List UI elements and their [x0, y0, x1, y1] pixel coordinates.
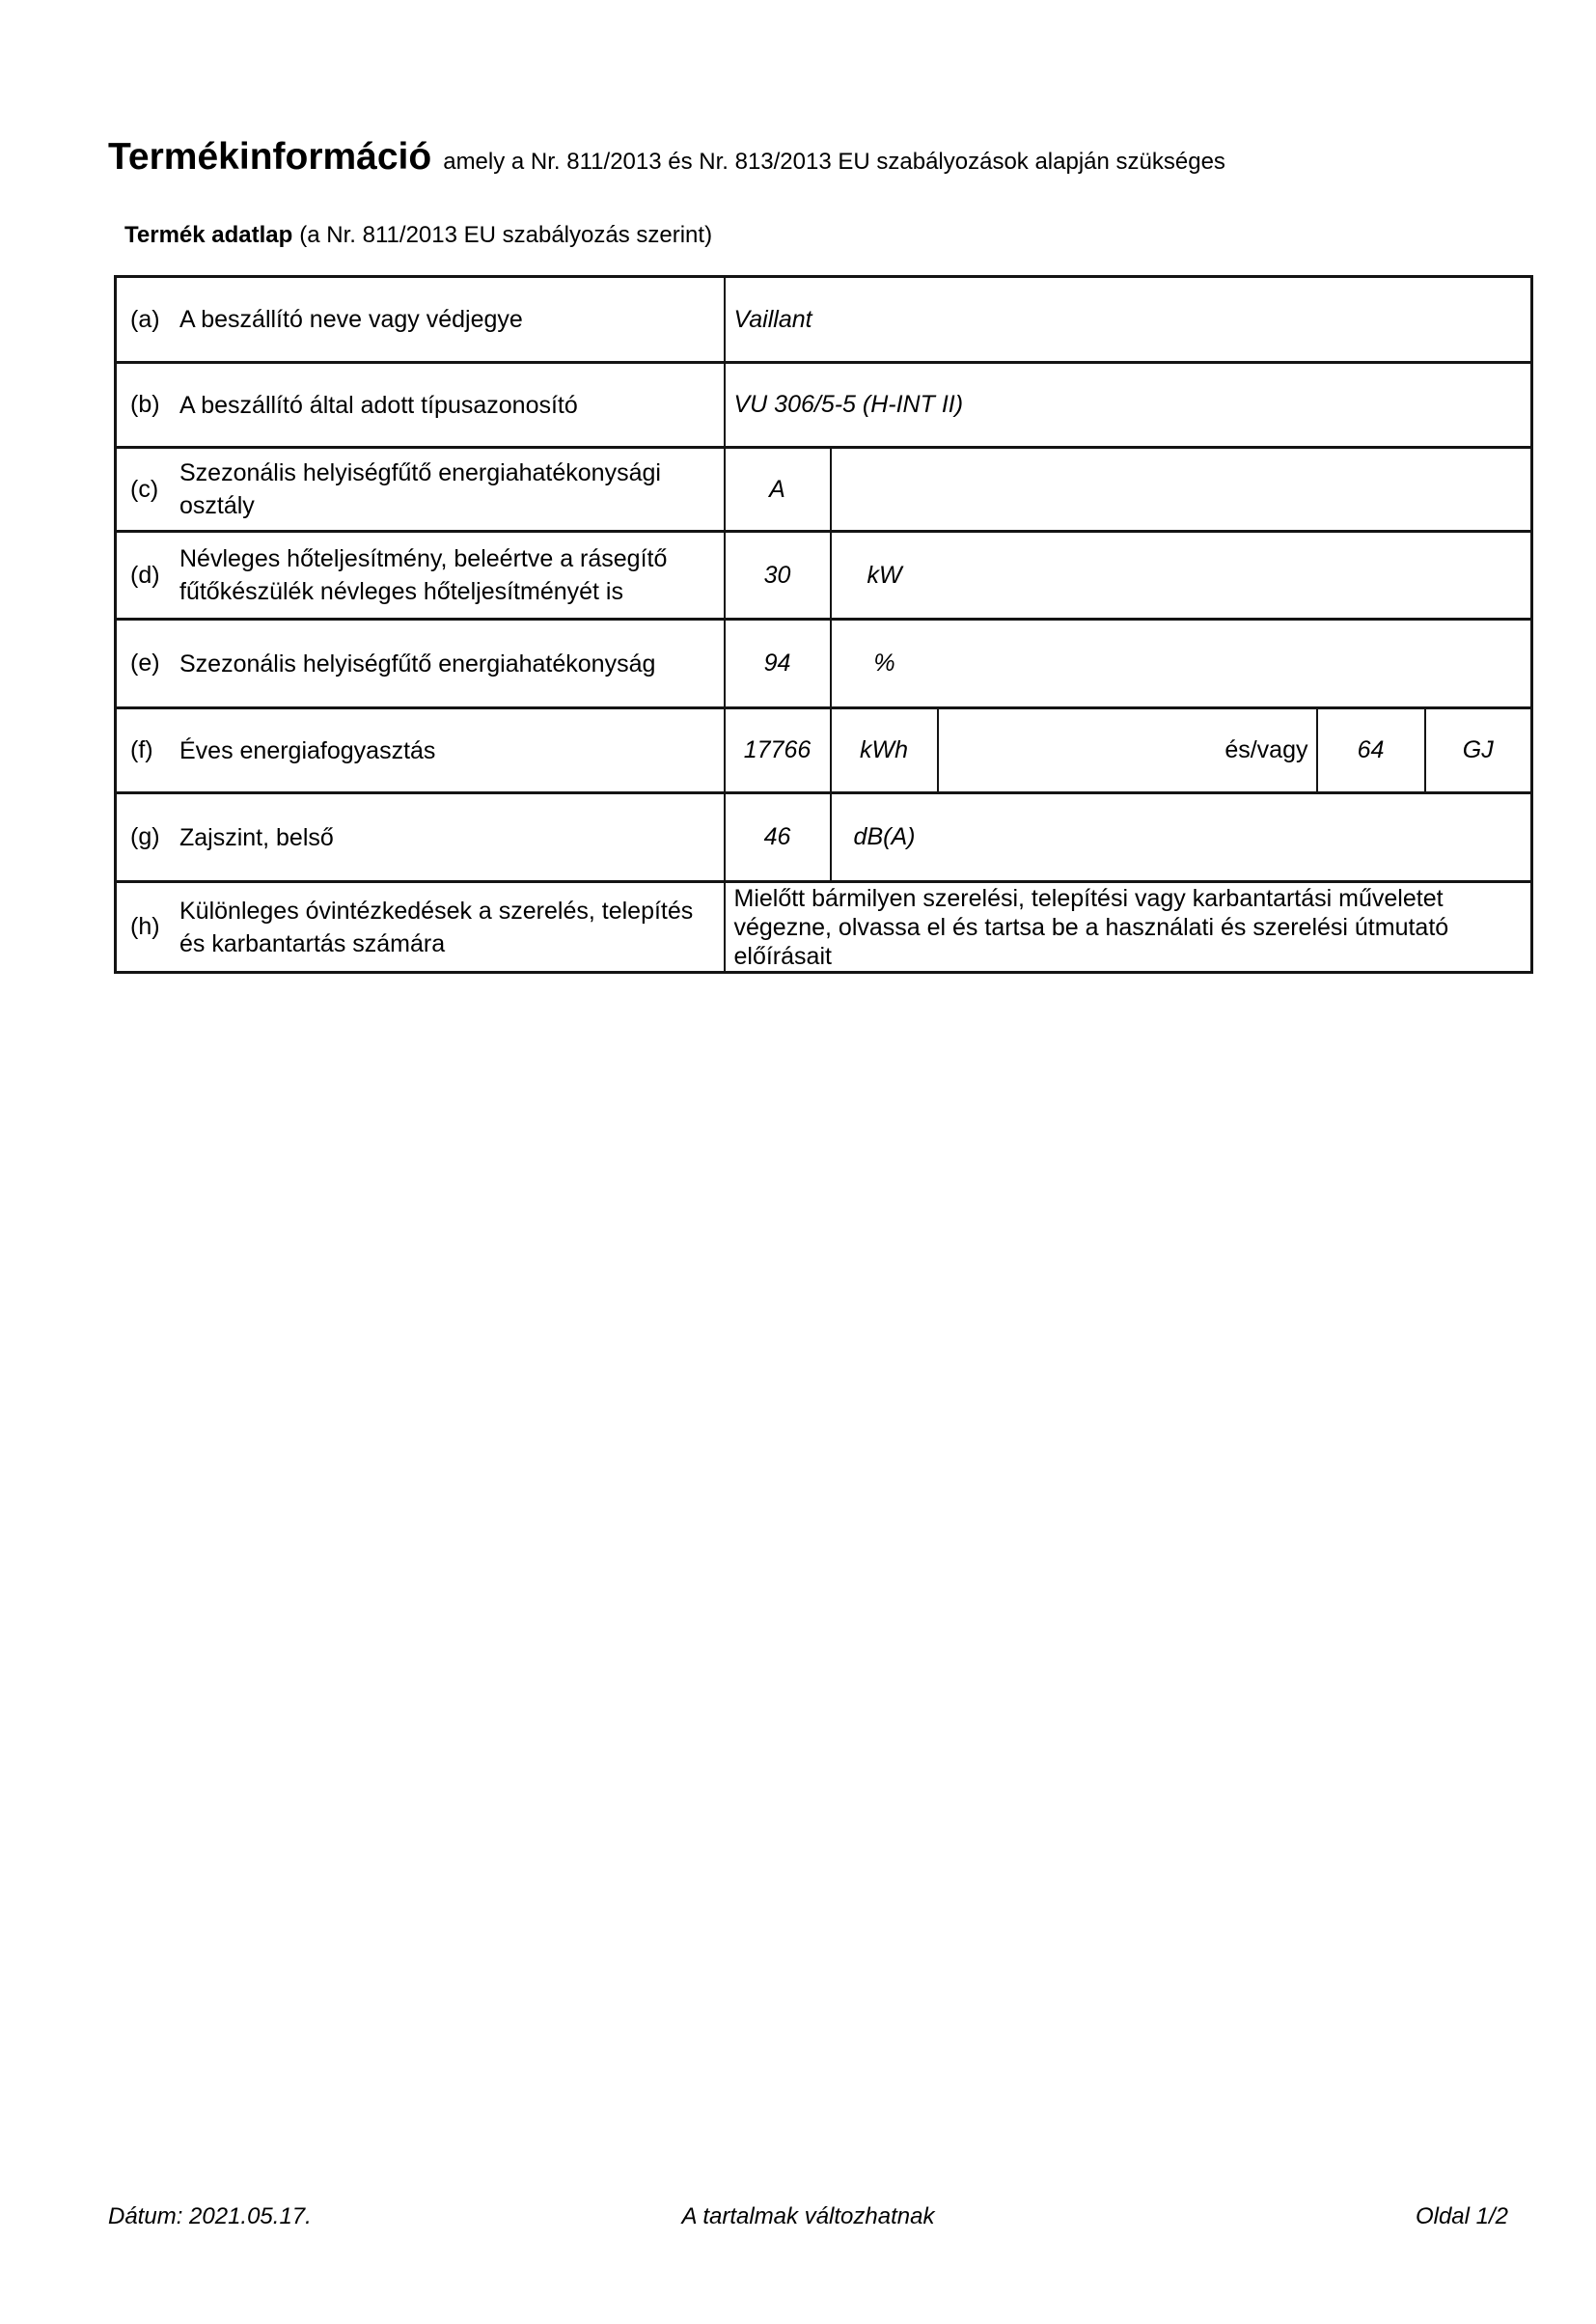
footer-note: A tartalmak változhatnak: [681, 2203, 935, 2229]
row-h-value: Mielőtt bármilyen szerelési, telepítési vagy karbantartási műveletet végezne, olvassa el és tartsa be a használati és szerelési útmutató előírásait: [733, 884, 1449, 970]
row-f-label-cell: [116, 708, 725, 793]
row-c-label-cell: [116, 448, 725, 532]
row-a-label: A beszállító neve vagy védjegye: [179, 306, 523, 333]
subtitle-note: (a Nr. 811/2013 EU szabályozás szerint): [299, 222, 713, 248]
table-row-h: [116, 882, 1532, 973]
row-h-key: (h): [130, 913, 160, 940]
row-f-connector: és/vagy: [938, 708, 1317, 793]
row-e-label-cell: [116, 620, 725, 708]
row-f-unit-kwh: kWh: [831, 708, 938, 793]
row-e-key: (e): [130, 650, 160, 677]
row-g-unit: dB(A): [853, 823, 916, 850]
row-a-label-cell: [116, 277, 725, 363]
row-c-unit-cell: [831, 448, 1532, 532]
table-row-g: [116, 793, 1532, 882]
product-info-table: [114, 275, 1533, 974]
row-a-key: (a): [130, 305, 160, 333]
row-c-key: (c): [130, 475, 159, 503]
row-d-value: 30: [725, 532, 831, 620]
row-e-unit-cell: [831, 620, 1532, 708]
row-f-value-kwh: 17766: [725, 708, 831, 793]
subtitle: [124, 220, 712, 250]
row-f-value-gj: 64: [1317, 708, 1425, 793]
row-d-label: Névleges hőteljesítmény, beleértve a rásegítő fűtőkészülék névleges hőteljesítményét is: [179, 545, 668, 605]
page-title: [108, 135, 1225, 180]
row-b-label-cell: [116, 363, 725, 448]
table-row-c: [116, 448, 1532, 532]
page-title-suffix: amely a Nr. 811/2013 és Nr. 813/2013 EU szabályozások alapján szükséges: [443, 149, 1225, 175]
row-h-label-cell: [116, 882, 725, 973]
row-g-label: Zajszint, belső: [179, 823, 334, 851]
table-row-e: [116, 620, 1532, 708]
row-d-label-cell: [116, 532, 725, 620]
subtitle-bold: Termék adatlap: [124, 222, 293, 248]
row-f-unit-gj: GJ: [1425, 708, 1532, 793]
row-g-unit-cell: [831, 793, 1532, 882]
row-f-label: Éves energiafogyasztás: [179, 736, 436, 764]
row-b-value: VU 306/5-5 (H-INT II): [725, 363, 1532, 448]
footer-date: Dátum: 2021.05.17.: [108, 2203, 312, 2229]
table-row-b: [116, 363, 1532, 448]
row-a-value: Vaillant: [725, 277, 1532, 363]
row-d-key: (d): [130, 561, 160, 589]
row-c-value: A: [725, 448, 831, 532]
page-footer: [108, 2203, 1508, 2230]
row-d-unit-cell: [831, 532, 1532, 620]
row-g-key: (g): [130, 823, 160, 850]
row-e-unit: %: [873, 650, 895, 677]
table-row-d: [116, 532, 1532, 620]
row-d-unit: kW: [867, 561, 902, 589]
row-h-label: Különleges óvintézkedések a szerelés, telepítés és karbantartás számára: [179, 897, 694, 957]
row-g-label-cell: [116, 793, 725, 882]
row-b-label: A beszállító által adott típusazonosító: [179, 391, 578, 419]
table-row-a: [116, 277, 1532, 363]
page-title-text: Termékinformáció: [108, 136, 432, 178]
row-e-label: Szezonális helyiségfűtő energiahatékonyság: [179, 650, 656, 678]
footer-page-number: Oldal 1/2: [1415, 2203, 1509, 2229]
row-e-value: 94: [725, 620, 831, 708]
row-f-key: (f): [130, 736, 153, 763]
row-c-label: Szezonális helyiségfűtő energiahatékonysági osztály: [179, 459, 661, 519]
row-h-value-cell: [725, 882, 1532, 973]
row-b-key: (b): [130, 391, 160, 418]
table-row-f: [116, 708, 1532, 793]
row-g-value: 46: [725, 793, 831, 882]
